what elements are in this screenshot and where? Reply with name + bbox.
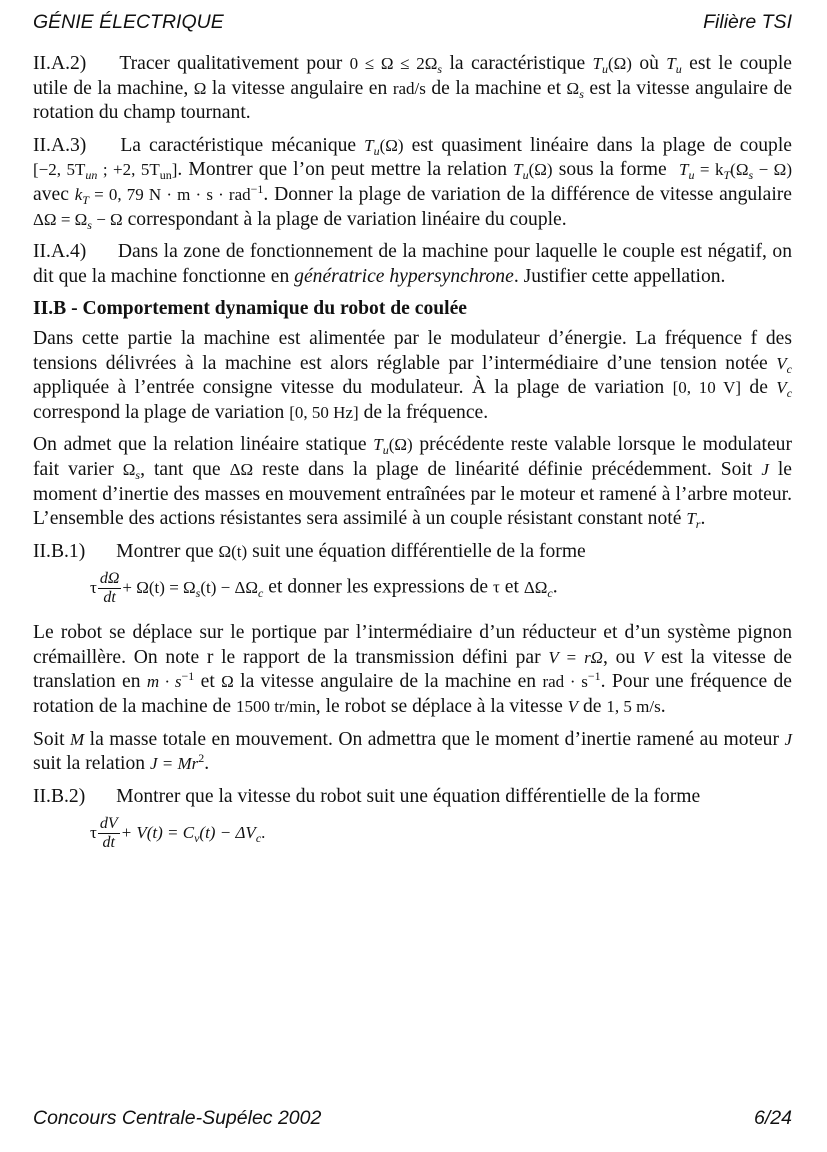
text: et donner les expressions de (268, 576, 489, 598)
page-body (33, 52, 792, 858)
question-iia4 (33, 240, 792, 289)
math: Ω (193, 78, 207, 98)
text: Soit (33, 728, 65, 750)
text: , tant que (140, 458, 221, 480)
math: $\Delta\Omega_c$ (523, 577, 553, 600)
page-footer (33, 1107, 792, 1130)
text: . Montrer que l’on peut mettre la relation (177, 159, 507, 181)
text: appliquée à l’entrée consigne vitesse du modulateur. À la plage de variation (33, 377, 665, 399)
text: Dans cette partie la machine est alimentée par le modulateur d’énergie. La fréquence f des tensions délivrées à la machine est alors réglable par l’intermédiaire d’une tension notée (33, 327, 792, 374)
text: où (639, 53, 659, 74)
page-header (33, 11, 792, 34)
text: Montrer que (116, 540, 214, 562)
text: et (200, 671, 215, 693)
math: V = rΩ (548, 647, 603, 667)
math: $T_u(\Omega)$ (373, 435, 413, 458)
math: $k_T = 0$, 79 N · m · s · rad$^{-1}$ (74, 181, 264, 207)
question-iia2 (33, 52, 792, 126)
question-label: II.A.2) (33, 53, 87, 74)
text: . Justifier cette appellation. (513, 265, 726, 287)
question-label: II.A.4) (33, 241, 87, 263)
text: suit la relation (33, 753, 146, 775)
math: $T_u(\Omega)$ (513, 160, 553, 183)
text: est quasiment linéaire dans la plage de couple (411, 134, 792, 156)
text: correspond la plage de variation (33, 401, 285, 423)
text: est le couple utile de la machine, (33, 53, 792, 99)
math: τ $\frac{dV}{dt}$ + $V(t) = C_v(t) - \Delta V_c$. (90, 815, 266, 852)
math: τ $\frac{d\Omega}{dt}$ + $\Omega(t) = \Omega_s(t) - \Delta\Omega_c$ (90, 570, 264, 607)
text: est la vitesse angulaire de rotation du champ tournant. (33, 77, 793, 124)
question-label: II.B.2) (33, 785, 86, 807)
text: . Donner la plage de variation de la différence de vitesse angulaire (263, 183, 792, 205)
math: Ω(t) (218, 541, 248, 561)
text: reste dans la plage de linéarité définie précédemment. Soit (262, 458, 753, 480)
text: La caractéristique mécanique (120, 134, 357, 156)
section-title: II.B - Comportement dynamique du robot de coulée (33, 298, 467, 320)
footer-left: Concours Centrale-Supélec 2002 (33, 1107, 322, 1129)
question-label: II.A.3) (33, 134, 87, 156)
math: $T_u = k_T(\Omega_s - \Omega)$ (678, 160, 792, 183)
text: précédente reste valable lorsque le modulateur fait varier (33, 434, 792, 480)
math: $0 \le \Omega \le 2\Omega_s$ (349, 54, 443, 76)
text: . (700, 508, 706, 530)
text: de la fréquence. (363, 401, 489, 423)
text: la vitesse angulaire de la machine en (240, 671, 537, 693)
math: J (784, 729, 793, 749)
math: [0, 50 Hz] (289, 402, 359, 422)
text: correspondant à la plage de variation linéaire du couple. (127, 208, 567, 230)
math: J (761, 459, 769, 479)
math: [0, 10 V] (672, 378, 742, 398)
text: le moment d’inertie des masses en mouvement entraînées par le moteur et ramené à l’arbre moteur. L’ensemble des actions résistantes sera assimilé à un couple résistant constant noté (33, 458, 792, 530)
page-number: 6/24 (754, 1107, 792, 1129)
text: de la machine et (431, 77, 562, 99)
math: rad · $s^{-1}$ (542, 669, 601, 692)
text: , le robot se déplace à la vitesse (315, 696, 563, 718)
math: V (567, 697, 579, 717)
text: . Pour une fréquence de rotation de la machine de (33, 671, 792, 718)
math: 1, 5 m/s (606, 697, 661, 717)
math: Ω (221, 672, 234, 692)
text: . (204, 753, 210, 775)
math: 1500 tr/min (235, 697, 316, 717)
math: rad/s (392, 78, 426, 98)
paragraph (33, 433, 792, 531)
text: de (582, 696, 602, 718)
math: $T_u(\Omega)$ (592, 54, 632, 76)
text: suit une équation différentielle de la forme (252, 540, 586, 562)
question-iib1 (33, 540, 792, 565)
math: $\Omega_s$ (566, 78, 584, 101)
question-label: II.B.1) (33, 540, 86, 562)
text: de (749, 377, 768, 399)
math: $V_c$ (776, 378, 793, 401)
text: la masse totale en mouvement. On admettra que le moment d’inertie ramené au moteur (89, 728, 780, 750)
question-iia3 (33, 134, 792, 232)
text: . (660, 696, 666, 718)
text: Tracer qualitativement pour (119, 53, 343, 74)
math: $T_u(\Omega)$ (364, 135, 404, 158)
math: $m \cdot s^{-1}$ (146, 669, 195, 692)
math: τ (493, 577, 500, 597)
math: M (70, 729, 85, 749)
text: . (552, 576, 558, 598)
equation-omega (90, 564, 792, 607)
math: $V_c$ (776, 353, 792, 376)
text: Montrer que la vitesse du robot suit une équation différentielle de la forme (116, 785, 701, 807)
text: avec (33, 183, 69, 205)
paragraph (33, 621, 792, 719)
emphasis: génératrice hypersynchrone (294, 265, 514, 287)
math: ΔΩ (229, 459, 254, 479)
math: V (642, 647, 654, 667)
paragraph (33, 728, 792, 777)
header-left: GÉNIE ÉLECTRIQUE (33, 11, 224, 33)
text: On admet que la relation linéaire statique (33, 434, 367, 456)
math: $J = Mr^2$ (150, 751, 205, 774)
math: $\Delta\Omega = \Omega_s - \Omega$ (33, 209, 123, 232)
header-right: Filière TSI (703, 11, 792, 33)
text: Dans la zone de fonctionnement de la machine pour laquelle le couple est négatif, on dit que la machine fonctionne en (33, 241, 792, 287)
text: sous la forme (558, 159, 667, 181)
math: $T_u$ (666, 54, 682, 76)
math: $\Omega_s$ (122, 459, 141, 482)
equation-velocity (90, 809, 792, 852)
math: $T_r$ (686, 509, 701, 532)
text: , ou (602, 646, 636, 668)
text: est la vitesse de translation en (33, 646, 792, 693)
question-iib2 (33, 785, 792, 810)
text: la caractéristique (449, 53, 586, 74)
text: Le robot se déplace sur le portique par l’intermédiaire d’un réducteur et d’un système pignon crémaillère. On note r le rapport de la transmission défini par (33, 622, 792, 668)
text: et (504, 576, 519, 598)
paragraph (33, 327, 792, 425)
text: la vitesse angulaire en (211, 77, 388, 99)
math: [−2, $5T_{un}$ ; +2, $5T_{un}$] (33, 160, 178, 183)
